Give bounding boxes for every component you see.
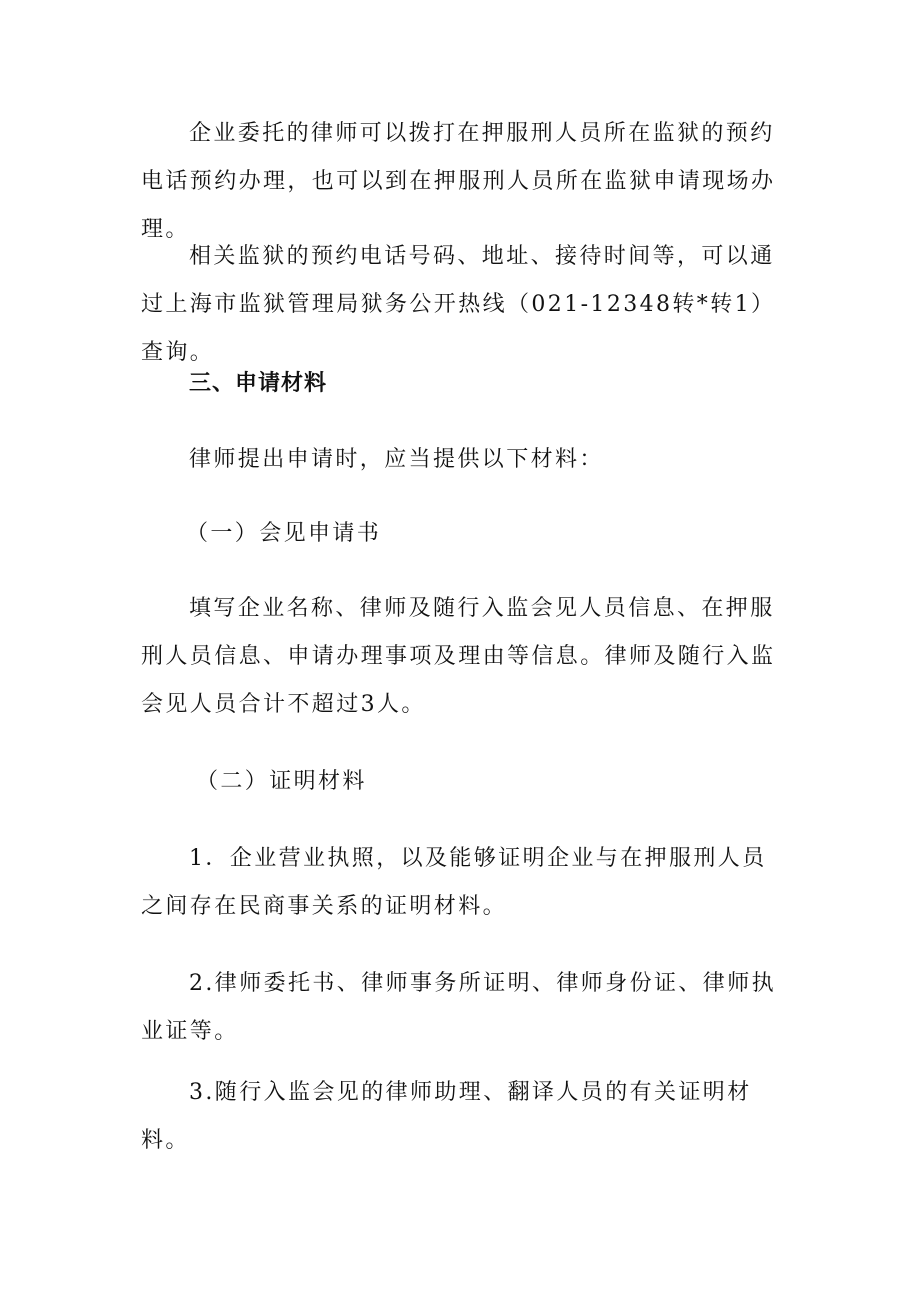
subheading-application-form: （一）会见申请书 bbox=[186, 521, 382, 546]
paragraph-hotline: 相关监狱的预约电话号码、地址、接待时间等，可以通过上海市监狱管理局狱务公开热线（021-12348转*转1）查询。 bbox=[141, 244, 776, 365]
paragraph-application-form: 填写企业名称、律师及随行入监会见人员信息、在押服刑人员信息、申请办理事项及理由等信息。律师及随行入监会见人员合计不超过3人。 bbox=[141, 596, 776, 717]
list-item: 1．企业营业执照，以及能够证明企业与在押服刑人员之间存在民商事关系的证明材料。 bbox=[141, 846, 767, 919]
list-item: 2.律师委托书、律师事务所证明、律师身份证、律师执业证等。 bbox=[141, 971, 776, 1044]
paragraph-appointment: 企业委托的律师可以拨打在押服刑人员所在监狱的预约电话预约办理，也可以到在押服刑人员所在监狱申请现场办理。 bbox=[141, 121, 776, 242]
paragraph-intro: 律师提出申请时，应当提供以下材料： bbox=[189, 447, 604, 472]
list-item: 3.随行入监会见的律师助理、翻译人员的有关证明材料。 bbox=[141, 1080, 752, 1153]
subheading-proof-materials: （二）证明材料 bbox=[196, 769, 367, 794]
section-heading: 三、申请材料 bbox=[189, 371, 328, 396]
